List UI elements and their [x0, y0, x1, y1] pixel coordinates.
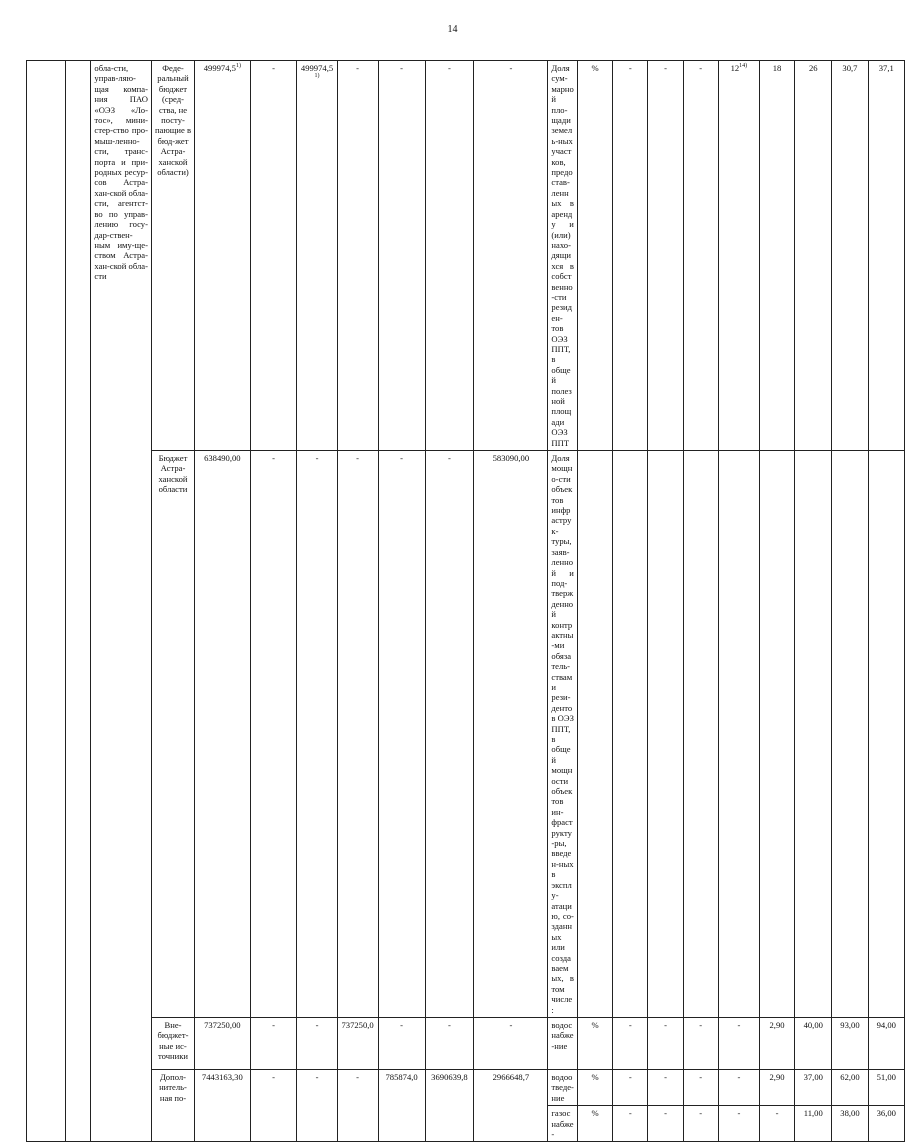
- table-row: [27, 1069, 905, 1105]
- program-table: [26, 60, 905, 1142]
- value-cell: -: [337, 451, 378, 1018]
- executor-cell: обла-сти, управ-ляю-щая компа-ния ПАО «ОЭЗ «Ло-тос», мини-стер-ство про-мыш-ленно-сти, транс-порта и при-родных ресур-сов Астра-хан-ской обла-сти, агентст-во по управ-лению госу-дар-ствен-ным иму-ще-ством Астра-хан-ской обла-сти: [91, 61, 152, 1142]
- unit-cell: [577, 451, 612, 1018]
- indicator-value-cell: -: [648, 1069, 683, 1105]
- indicator-value-cell: 40,00: [795, 1017, 832, 1069]
- value-cell: -: [250, 1017, 297, 1069]
- value-cell: 3690639,8: [425, 1069, 474, 1141]
- funding-source-cell: Вне-бюджет-ные ис-точники: [151, 1017, 194, 1069]
- indicator-value-cell: -: [613, 1106, 648, 1142]
- indicator-value-cell: -: [613, 1017, 648, 1069]
- unit-cell: %: [577, 1106, 612, 1142]
- indicator-value-cell: [613, 451, 648, 1018]
- value-cell: -: [250, 451, 297, 1018]
- value-cell: 2966648,7: [474, 1069, 548, 1141]
- indicator-name-cell: газоснабже-: [548, 1106, 578, 1142]
- indicator-value-cell: 2,90: [759, 1017, 794, 1069]
- table-row: [27, 1017, 905, 1069]
- total-cell: 737250,00: [195, 1017, 251, 1069]
- indicator-value-cell: 93,00: [832, 1017, 868, 1069]
- value-cell: -: [425, 1017, 474, 1069]
- value-cell: -: [474, 61, 548, 451]
- total-cell: 7443163,30: [195, 1069, 251, 1141]
- page-number: 14: [447, 24, 458, 35]
- value-cell: -: [250, 61, 297, 451]
- value-cell: -: [297, 1069, 337, 1141]
- total-cell: 638490,00: [195, 451, 251, 1018]
- value-cell: -: [297, 1017, 337, 1069]
- value-cell: 785874,0: [378, 1069, 425, 1141]
- indicator-value-cell: [795, 451, 832, 1018]
- empty-cell: [27, 61, 66, 1142]
- indicator-value-cell: -: [759, 1106, 794, 1142]
- value-cell: 737250,0: [337, 1017, 378, 1069]
- indicator-value-cell: -: [683, 61, 718, 451]
- indicator-value-cell: 37,1: [868, 61, 904, 451]
- total-cell: 499974,5$^{1)}$: [195, 61, 251, 451]
- value-cell: -: [378, 61, 425, 451]
- value-cell: -: [337, 1069, 378, 1141]
- value-cell: 499974,5$^{1)}$: [297, 61, 337, 451]
- indicator-value-cell: -: [718, 1106, 759, 1142]
- indicator-value-cell: [718, 451, 759, 1018]
- table-row: [27, 61, 905, 451]
- indicator-name-cell: водоотведе-ние: [548, 1069, 578, 1105]
- indicator-value-cell: [832, 451, 868, 1018]
- unit-cell: %: [577, 1069, 612, 1105]
- indicator-value-cell: 62,00: [832, 1069, 868, 1105]
- value-cell: 583090,00: [474, 451, 548, 1018]
- indicator-name-cell: водоснабже-ние: [548, 1017, 578, 1069]
- indicator-value-cell: 26: [795, 61, 832, 451]
- indicator-value-cell: [648, 451, 683, 1018]
- value-cell: -: [425, 61, 474, 451]
- value-cell: -: [378, 1017, 425, 1069]
- indicator-value-cell: [759, 451, 794, 1018]
- value-cell: -: [337, 61, 378, 451]
- indicator-value-cell: 36,00: [868, 1106, 904, 1142]
- indicator-value-cell: 94,00: [868, 1017, 904, 1069]
- funding-source-cell: Феде-ральный бюджет (сред-ства, не посту-пающие в бюд-жет Астра-ханской области): [151, 61, 194, 451]
- indicator-value-cell: -: [683, 1069, 718, 1105]
- indicator-value-cell: -: [683, 1106, 718, 1142]
- indicator-value-cell: -: [718, 1069, 759, 1105]
- indicator-value-cell: 18: [759, 61, 794, 451]
- empty-cell: [66, 61, 91, 1142]
- indicator-value-cell: 51,00: [868, 1069, 904, 1105]
- funding-source-cell: Бюджет Астра-ханской области: [151, 451, 194, 1018]
- indicator-value-cell: 2,90: [759, 1069, 794, 1105]
- indicator-value-cell: 38,00: [832, 1106, 868, 1142]
- indicator-value-cell: [683, 451, 718, 1018]
- table-row: [27, 451, 905, 1018]
- indicator-value-cell: -: [718, 1017, 759, 1069]
- indicator-value-cell: -: [648, 1106, 683, 1142]
- unit-cell: %: [577, 61, 612, 451]
- indicator-value-cell: -: [613, 1069, 648, 1105]
- indicator-value-cell: 11,00: [795, 1106, 832, 1142]
- unit-cell: %: [577, 1017, 612, 1069]
- indicator-value-cell: 12$^{14)}$: [718, 61, 759, 451]
- indicator-value-cell: -: [648, 1017, 683, 1069]
- value-cell: -: [425, 451, 474, 1018]
- indicator-name-cell: Доля мощно-сти объектов инфраструк-туры, заяв-ленной и под-твержденной контрактны-ми обязатель-ствами рези-дентов ОЭЗ ППТ, в общей мощности объектов ин-фраструкту-ры, введен-ных в эксплу-атацию, со-зданных или создаваемых, в том числе:: [548, 451, 578, 1018]
- indicator-value-cell: -: [613, 61, 648, 451]
- indicator-value-cell: -: [683, 1017, 718, 1069]
- funding-source-cell: Допол-нитель-ная по-: [151, 1069, 194, 1141]
- value-cell: -: [378, 451, 425, 1018]
- indicator-value-cell: [868, 451, 904, 1018]
- indicator-value-cell: -: [648, 61, 683, 451]
- indicator-name-cell: Доля сум-марной пло-щади земель-ных участков, предостав-ленных в аренду и (или) нахо-дящихся в собственно-сти резиден-тов ОЭЗ ППТ, в общей полезной площади ОЭЗ ППТ: [548, 61, 578, 451]
- value-cell: -: [250, 1069, 297, 1141]
- indicator-value-cell: 30,7: [832, 61, 868, 451]
- value-cell: -: [474, 1017, 548, 1069]
- value-cell: -: [297, 451, 337, 1018]
- indicator-value-cell: 37,00: [795, 1069, 832, 1105]
